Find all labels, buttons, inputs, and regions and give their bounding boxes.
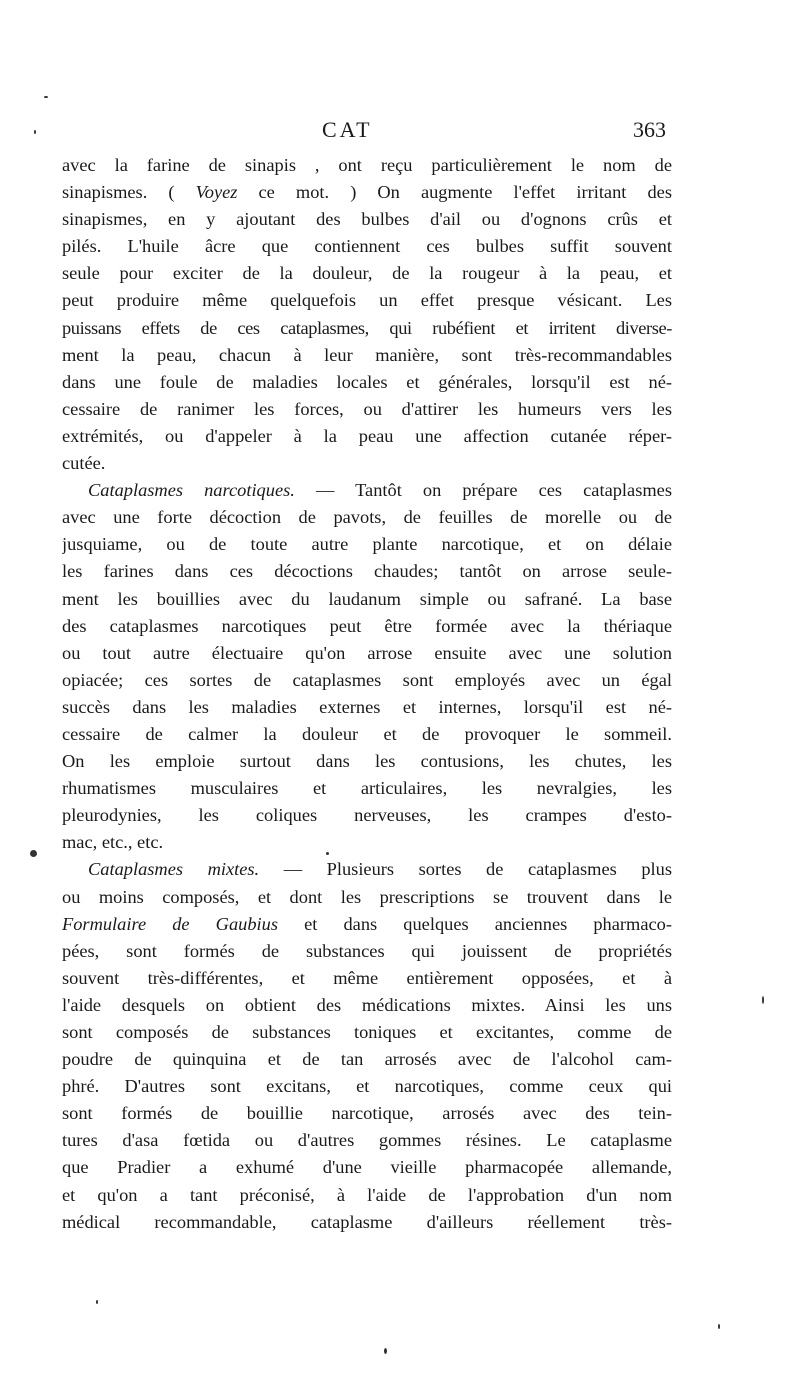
- page-number: 363: [633, 117, 666, 142]
- section-heading: Cataplasmes narcotiques.: [88, 480, 295, 501]
- text-line: ou moins composés, et dont les prescriptions se trouvent dans le: [62, 886, 672, 907]
- text-line: sinapismes, en y ajoutant des bulbes d'ail ou d'ognons crûs et: [62, 209, 672, 230]
- text-line: ment les bouillies avec du laudanum simple ou safrané. La base: [62, 588, 672, 609]
- section-heading: Cataplasmes mixtes.: [88, 859, 260, 880]
- paragraph-sinapismes: [62, 152, 672, 477]
- text-line: cessaire de ranimer les forces, ou d'attirer les humeurs vers les: [62, 398, 672, 419]
- scan-speck: [326, 852, 329, 855]
- text-line: les farines dans ces décoctions chaudes; tantôt on arrose seule-: [62, 561, 672, 582]
- scan-speck: [384, 1348, 387, 1354]
- paragraph-cataplasmes-mixtes: [62, 856, 672, 1235]
- text-line: seule pour exciter de la douleur, de la rougeur à la peau, et: [62, 263, 672, 284]
- text-line: médical recommandable, cataplasme d'ailleurs réellement très-: [62, 1211, 672, 1232]
- text-line: Formulaire de Gaubius et dans quelques anciennes pharmaco-: [62, 913, 672, 934]
- text-line: succès dans les maladies externes et internes, lorsqu'il est né-: [62, 696, 672, 717]
- text-line: puissans effets de ces cataplasmes, qui rubéfient et irritent diverse-: [62, 317, 672, 338]
- text-line: sont composés de substances toniques et excitantes, comme de: [62, 1022, 672, 1042]
- text-line: extrémités, ou d'appeler à la peau une affection cutanée réper-: [62, 425, 672, 446]
- text-line: mac, etc., etc.: [62, 832, 164, 853]
- text-line: l'aide desquels on obtient des médications mixtes. Ainsi les uns: [62, 994, 672, 1015]
- paragraph-cataplasmes-narcotiques: [62, 477, 672, 856]
- text-line: que Pradier a exhumé d'une vieille pharmacopée allemande,: [62, 1157, 672, 1178]
- text-line: opiacée; ces sortes de cataplasmes sont employés avec un égal: [62, 669, 672, 690]
- text-line: rhumatismes musculaires et articulaires, les nevralgies, les: [62, 778, 672, 799]
- text-line: et qu'on a tant préconisé, à l'aide de l'approbation d'un nom: [62, 1184, 672, 1205]
- scan-speck: [96, 1300, 98, 1304]
- running-head: CAT: [322, 117, 373, 142]
- text-line: ou tout autre électuaire qu'on arrose ensuite avec une solution: [62, 642, 672, 663]
- text-line: avec la farine de sinapis , ont reçu particulièrement le nom de: [62, 155, 672, 175]
- text-line: sont formés de bouillie narcotique, arrosés avec des tein-: [62, 1103, 672, 1124]
- text-line: peut produire même quelquefois un effet presque vésicant. Les: [62, 290, 672, 311]
- scan-speck: [762, 996, 764, 1004]
- scan-speck: [34, 130, 36, 134]
- text-line: phré. D'autres sont excitans, et narcotiques, comme ceux qui: [62, 1076, 672, 1097]
- text-line: ment la peau, chacun à leur manière, sont très-recommandables: [62, 344, 672, 365]
- scan-speck: [44, 96, 48, 98]
- text-line: sinapismes. ( Voyez ce mot. ) On augmente l'effet irritant des: [62, 182, 672, 203]
- scan-speck: [718, 1324, 720, 1329]
- scan-speck: [30, 850, 37, 857]
- text-line: souvent très-différentes, et même entièrement opposées, et à: [62, 967, 672, 988]
- text-line: pilés. L'huile âcre que contiennent ces bulbes suffit souvent: [62, 236, 672, 257]
- text-line: des cataplasmes narcotiques peut être formée avec la thériaque: [62, 615, 672, 636]
- text-line: On les emploie surtout dans les contusions, les chutes, les: [62, 751, 672, 772]
- text-line: pleurodynies, les coliques nerveuses, les crampes d'esto-: [62, 805, 672, 826]
- text-line: cessaire de calmer la douleur et de provoquer le sommeil.: [62, 723, 672, 744]
- text-line: Cataplasmes mixtes. — Plusieurs sortes de cataplasmes plus: [88, 859, 672, 880]
- text-line: Cataplasmes narcotiques. — Tantôt on prépare ces cataplasmes: [88, 480, 672, 501]
- text-line: avec une forte décoction de pavots, de feuilles de morelle ou de: [62, 507, 672, 528]
- text-line: poudre de quinquina et de tan arrosés avec de l'alcohol cam-: [62, 1049, 672, 1070]
- text-line: jusquiame, ou de toute autre plante narcotique, et on délaie: [62, 534, 672, 555]
- body-text: [62, 152, 672, 1236]
- text-line: pées, sont formés de substances qui jouissent de propriétés: [62, 940, 672, 961]
- text-line: tures d'asa fœtida ou d'autres gommes résines. Le cataplasme: [62, 1130, 672, 1151]
- page-header: [62, 117, 672, 149]
- text-line: dans une foule de maladies locales et générales, lorsqu'il est né-: [62, 371, 672, 392]
- text-line: cutée.: [62, 453, 106, 474]
